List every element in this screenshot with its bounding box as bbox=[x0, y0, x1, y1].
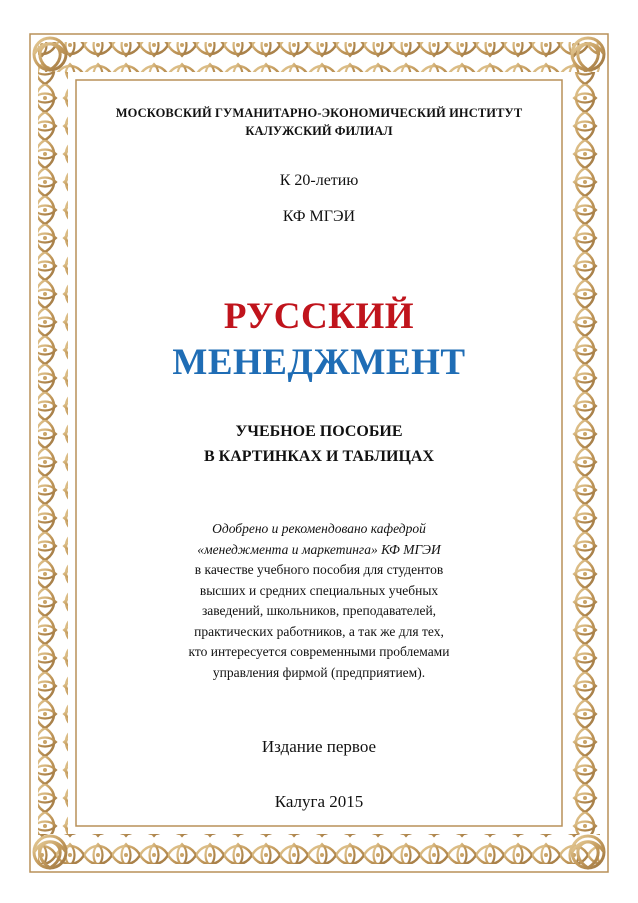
description-line: в качестве учебного пособия для студентов bbox=[194, 562, 444, 577]
subtitle-line-1: УЧЕБНОЕ ПОСОБИЕ bbox=[235, 423, 403, 440]
description-line: управления фирмой (предприятием). bbox=[212, 664, 426, 680]
description-line: кто интересуется современными проблемами bbox=[188, 644, 450, 659]
edition: Издание первое bbox=[261, 737, 377, 756]
approval-line: Одобрено и рекомендовано кафедрой bbox=[212, 521, 426, 536]
anniversary-line: К 20-летию bbox=[279, 172, 359, 189]
subtitle-line-2: В КАРТИНКАХ И ТАБЛИЦАХ bbox=[203, 448, 435, 465]
description-line: практических работников, а так же для тех, bbox=[194, 623, 444, 639]
branch-name: КАЛУЖСКИЙ ФИЛИАЛ bbox=[245, 124, 393, 138]
title-line-2: МЕНЕДЖМЕНТ bbox=[172, 342, 466, 383]
description-line: высших и средних специальных учебных bbox=[199, 582, 439, 598]
title-line-1: РУССКИЙ bbox=[223, 296, 415, 337]
approval-line: «менеджмента и маркетинга» КФ МГЭИ bbox=[197, 541, 441, 557]
institute-name: МОСКОВСКИЙ ГУМАНИТАРНО-ЭКОНОМИЧЕСКИЙ ИНСТИТУТ bbox=[115, 106, 523, 120]
anniversary-org: КФ МГЭИ bbox=[282, 208, 356, 225]
approval-description bbox=[70, 519, 568, 683]
description-line: заведений, школьников, преподавателей, bbox=[201, 603, 437, 618]
city-year: Калуга 2015 bbox=[274, 792, 364, 811]
